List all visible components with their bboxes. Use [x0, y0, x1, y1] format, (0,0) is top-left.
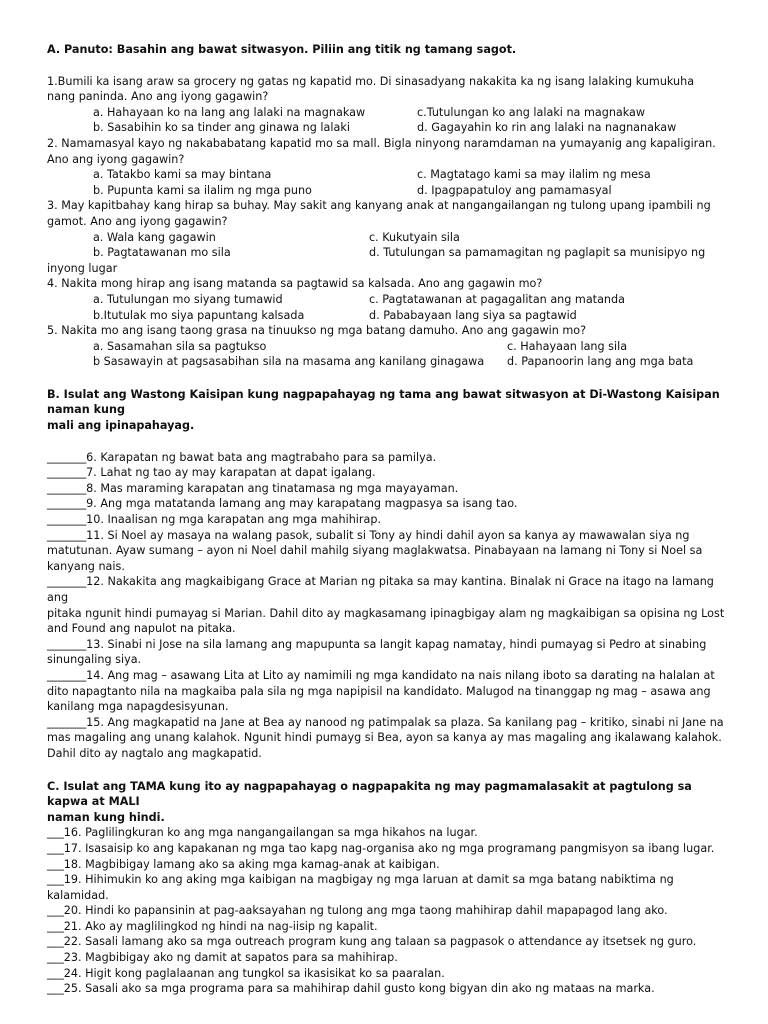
- statement-item: ___21. Ako ay maglilingkod ng hindi na nag-iisip ng kapalit.: [47, 919, 378, 933]
- part-c-items: [47, 825, 727, 997]
- option-b: b Sasawayin at pagsasabihan sila na masama ang kanilang ginagawa: [93, 355, 485, 369]
- question-5: [47, 323, 727, 370]
- question-text: 4. Nakita mong hirap ang isang matanda sa pagtawid sa kalsada. Ano ang gagawin mo?: [47, 277, 543, 291]
- part-a-heading: A. Panuto: Basahin ang bawat sitwasyon. Piliin ang titik ng tamang sagot.: [47, 43, 517, 56]
- statement-item: [47, 465, 727, 481]
- statement-text: pitaka ngunit hindi pumayag si Marian. Dahil dito ay magkasamang ipinagbigay alam ng magkaibigan sa opisina ng Lost: [47, 606, 725, 620]
- statement-item: [47, 512, 727, 528]
- statement-item: [47, 450, 727, 466]
- statement-item: ___20. Hindi ko papansinin at pag-aaksayahan ng tulong ang mga taong mahihirap dahil mapapagod lang ako.: [47, 904, 668, 918]
- statement-text-with-blank: _______12. Nakakita ang magkaibigang Grace at Marian ng pitaka sa may kantina. Binalak ni Grace na itago na lamang ang: [47, 575, 714, 604]
- option-d: d. Ipagpapatuloy ang pamamasyal: [417, 183, 612, 197]
- statement-item: ___16. Paglilingkuran ko ang mga nangangailangan sa mga hikahos na lugar.: [47, 826, 478, 840]
- heading-line: naman kung hindi.: [47, 810, 165, 824]
- question-text: 3. May kapitbahay kang hirap sa buhay. May sakit ang kanyang anak at nangangailangan ng tulong upang ipambili ng: [47, 199, 711, 213]
- option-a: a. Sasamahan sila sa pagtukso: [93, 339, 267, 353]
- statement-text-with-blank: _______14. Ang mag – asawang Lita at Lito ay namimili ng mga kandidato na nais nilang iboto sa darating na halalan at: [47, 668, 715, 682]
- option-d: d. Papanoorin lang ang mga bata: [507, 355, 694, 369]
- statement-item: [47, 574, 727, 636]
- statement-text: matutunan. Ayaw sumang – ayon ni Noel dahil mahilg siyang maglakwatsa. Pinabayaan na lamang ni Tony si Noel sa: [47, 544, 703, 558]
- option-c: c. Magtatago kami sa may ilalim ng mesa: [417, 168, 651, 182]
- option-b: b. Sasabihin ko sa tinder ang ginawa ng lalaki: [93, 121, 350, 135]
- option-c: c. Kukutyain sila: [369, 230, 460, 244]
- part-c-heading: [47, 779, 727, 826]
- statement-item: [47, 481, 727, 497]
- part-b-heading: [47, 387, 727, 434]
- option-d: d. Pababayaan lang siya sa pagtawid: [369, 308, 577, 322]
- statement-item: ___19. Hihimukin ko ang aking mga kaibigan na magbigay ng mga laruan at damit sa mga batang nabiktima ng kalamidad.: [47, 873, 674, 902]
- statement-text: sinungaling siya.: [47, 653, 142, 667]
- question-2: [47, 136, 727, 198]
- question-3: [47, 198, 727, 276]
- part-b-items: [47, 450, 727, 762]
- option-c: c. Pagtatawanan at pagagalitan ang matanda: [369, 292, 625, 306]
- question-text: Ano ang iyong gagawin?: [47, 152, 185, 166]
- option-b: b. Pupunta kami sa ilalim ng mga puno: [93, 183, 312, 197]
- option-a: a. Tutulungan mo siyang tumawid: [93, 292, 283, 306]
- question-text: 5. Nakita mo ang isang taong grasa na tinuukso ng mga batang damuho. Ano ang gagawin mo?: [47, 324, 587, 338]
- statement-text: Dahil dito ay nagtalo ang magkapatid.: [47, 746, 262, 760]
- statement-item: [47, 668, 727, 715]
- option-b: b.Itutulak mo siya papuntang kalsada: [93, 308, 305, 322]
- option-d: d. Tutulungan sa pamamagitan ng paglapit sa munisipyo ng: [369, 246, 706, 260]
- question-text: 2. Namamasyal kayo ng nakababatang kapatid mo sa mall. Bigla ninyong naramdaman na yumayanig ang kapaligiran.: [47, 136, 716, 150]
- statement-text: mas magaling ang unang kalahok. Ngunit hindi pumayg si Bea, ayon sa kanya ay mas magaling ang ikalawang kalahok.: [47, 731, 722, 745]
- worksheet: [47, 42, 727, 997]
- statement-item: ___23. Magbibigay ako ng damit at sapatos para sa mahihirap.: [47, 951, 398, 965]
- heading-line: B. Isulat ang Wastong Kaisipan kung nagpapahayag ng tama ang bawat sitwasyon at Di-Wastong Kaisipan naman kung: [47, 387, 720, 417]
- statement-text-with-blank: _______9. Ang mga matatanda lamang ang may karapatang magpasya sa isang tao.: [47, 497, 518, 511]
- question-1: [47, 74, 727, 136]
- heading-line: mali ang ipinapahayag.: [47, 419, 195, 433]
- question-4: [47, 276, 727, 323]
- statement-text-with-blank: _______11. Si Noel ay masaya na walang pasok, subalit si Tony ay hindi dahil ayon sa kanya ay mawawalan siya ng: [47, 528, 690, 542]
- question-text: 1.Bumili ka isang araw sa grocery ng gatas ng kapatid mo. Di sinasadyang nakakita ka ng isang lalaking kumukuha: [47, 74, 695, 88]
- statement-item: ___18. Magbibigay lamang ako sa aking mga kamag-anak at kaibigan.: [47, 857, 440, 871]
- option-d-continuation: inyong lugar: [47, 261, 118, 275]
- statement-text-with-blank: _______8. Mas maraming karapatan ang tinatamasa ng mga mayayaman.: [47, 481, 459, 495]
- option-c: c. Hahayaan lang sila: [507, 339, 628, 353]
- statement-item: ___17. Isasaisip ko ang kapakanan ng mga tao kapg nag-organisa ako ng mga programang pangmisyon sa ibang lugar.: [47, 841, 715, 855]
- option-b: b. Pagtatawanan mo sila: [93, 246, 231, 260]
- statement-item: ___25. Sasali ako sa mga programa para sa mahihirap dahil gusto kong bigyan din ako ng mataas na marka.: [47, 982, 655, 996]
- statement-item: ___22. Sasali lamang ako sa mga outreach program kung ang talaan sa pagpasok o attendance ay itsetsek ng guro.: [47, 935, 697, 949]
- statement-text-with-blank: _______10. Inaalisan ng mga karapatan ang mga mahihirap.: [47, 513, 382, 527]
- statement-text-with-blank: _______15. Ang magkapatid na Jane at Bea ay nanood ng patimpalak sa plaza. Sa kanilang pag – kritiko, sinabi ni Jane na: [47, 715, 724, 729]
- statement-text: kanyang nais.: [47, 559, 125, 573]
- option-a: a. Wala kang gagawin: [93, 230, 216, 244]
- heading-line: C. Isulat ang TAMA kung ito ay nagpapahayag o nagpapakita ng may pagmamalasakit at pagtulong sa kapwa at MALI: [47, 779, 692, 809]
- statement-text-with-blank: _______13. Sinabi ni Jose na sila lamang ang mapupunta sa langit kapag namatay, hindi pumayag si Pedro at sinabing: [47, 637, 707, 651]
- statement-text: kanilang mga napagdesisyunan.: [47, 700, 229, 714]
- statement-item: [47, 637, 727, 668]
- statement-item: ___24. Higit kong paglalaanan ang tungkol sa ikasisikat ko sa paaralan.: [47, 966, 445, 980]
- statement-text-with-blank: _______6. Karapatan ng bawat bata ang magtrabaho para sa pamilya.: [47, 450, 437, 464]
- statement-text: and Found ang napulot na pitaka.: [47, 622, 236, 636]
- question-text: nang paninda. Ano ang iyong gagawin?: [47, 90, 269, 104]
- question-text: gamot. Ano ang iyong gagawin?: [47, 214, 228, 228]
- option-a: a. Hahayaan ko na lang ang lalaki na magnakaw: [93, 105, 366, 119]
- option-c: c.Tutulungan ko ang lalaki na magnakaw: [417, 105, 646, 119]
- option-d: d. Gagayahin ko rin ang lalaki na nagnanakaw: [417, 121, 677, 135]
- statement-item: [47, 528, 727, 575]
- option-a: a. Tatakbo kami sa may bintana: [93, 168, 272, 182]
- statement-text: dito napagtanto nila na magkaiba pala sila ng mga napipisil na kandidato. Malugod na tinanggap ng mag – asawa ang: [47, 684, 711, 698]
- statement-item: [47, 496, 727, 512]
- statement-text-with-blank: _______7. Lahat ng tao ay may karapatan at dapat igalang.: [47, 466, 376, 480]
- statement-item: [47, 715, 727, 762]
